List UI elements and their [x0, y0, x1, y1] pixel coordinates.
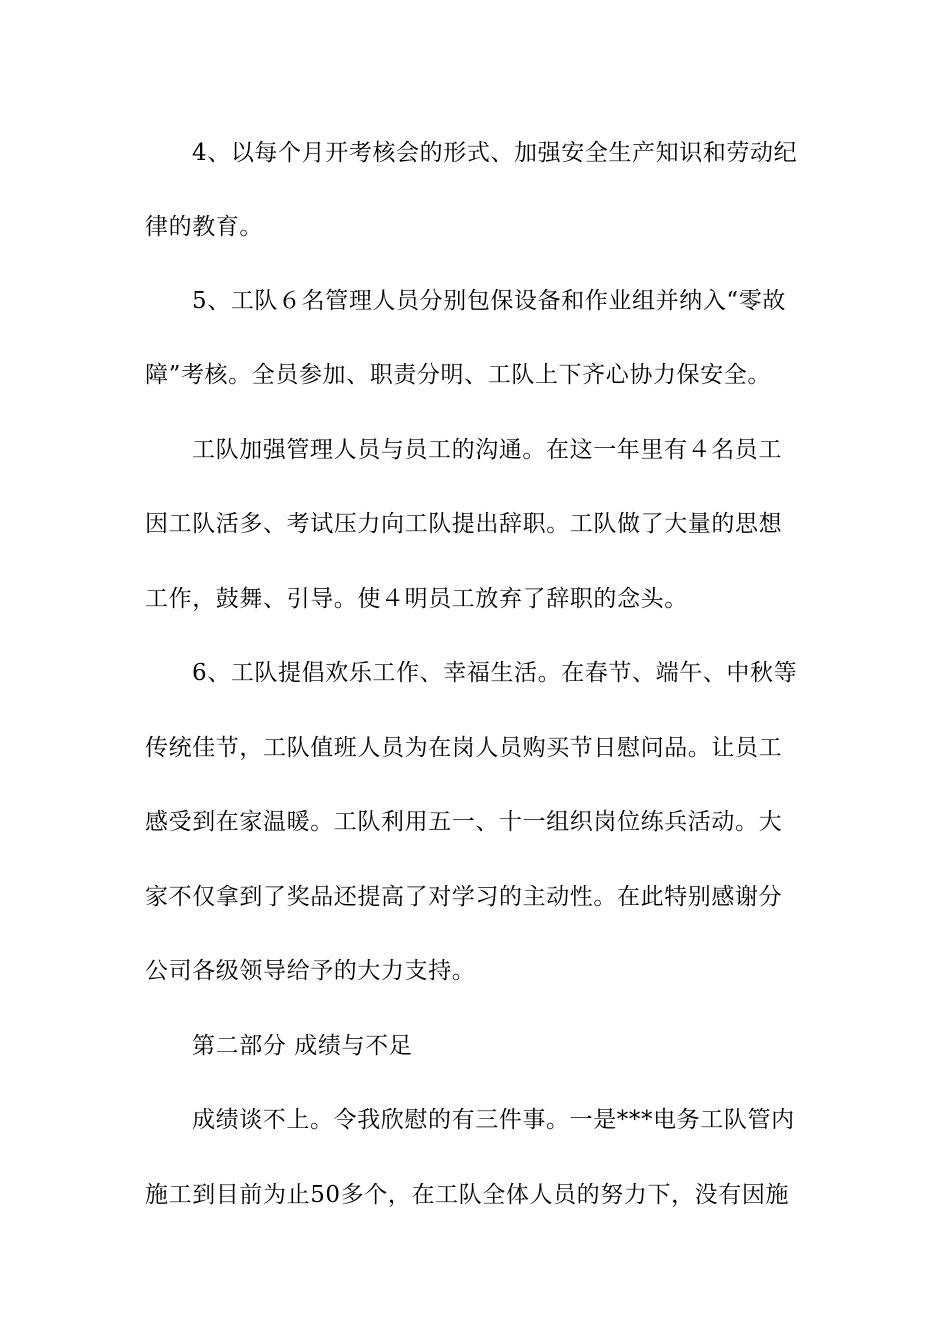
paragraph-achievements-line-1: 成绩谈不上。令我欣慰的有三件事。一是***电务工队管内 [192, 1107, 795, 1133]
paragraph-4-line-2: 律的教育。 [145, 214, 263, 240]
paragraph-communication-line-3: 工作，鼓舞、引导。使４明员工放弃了辞职的念头。 [145, 586, 688, 612]
paragraph-achievements-line-2: 施工到目前为止50多个，在工队全体人员的努力下，没有因施 [145, 1182, 790, 1208]
section-heading: 第二部分 成绩与不足 [192, 1033, 413, 1059]
paragraph-5-line-1: 5、工队６名管理人员分别包保设备和作业组并纳入“零故 [192, 288, 786, 314]
paragraph-communication-line-2: 因工队活多、考试压力向工队提出辞职。工队做了大量的思想 [145, 511, 783, 537]
paragraph-communication-line-1: 工队加强管理人员与员工的沟通。在这一年里有４名员工 [192, 437, 782, 463]
paragraph-6-line-5: 公司各级领导给予的大力支持。 [145, 958, 476, 984]
paragraph-6-line-2: 传统佳节，工队值班人员为在岗人员购买节日慰问品。让员工 [145, 735, 783, 761]
paragraph-5-line-2: 障”考核。全员参加、职责分明、工队上下齐心协力保安全。 [145, 362, 771, 388]
paragraph-4-line-1: 4、以每个月开考核会的形式、加强安全生产知识和劳动纪 [192, 140, 798, 166]
paragraph-6-line-4: 家不仅拿到了奖品还提高了对学习的主动性。在此特别感谢分 [145, 884, 783, 910]
paragraph-6-line-1: 6、工队提倡欢乐工作、幸福生活。在春节、端午、中秋等 [192, 660, 798, 686]
paragraph-6-line-3: 感受到在家温暖。工队利用五一、十一组织岗位练兵活动。大 [145, 809, 783, 835]
